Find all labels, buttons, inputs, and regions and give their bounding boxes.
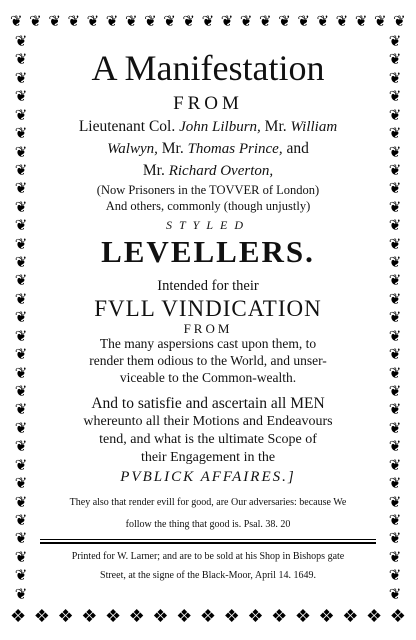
fleuron-ornament-icon: ❦ (239, 11, 253, 30)
intended-line: Intended for their (157, 278, 259, 294)
fleuron-ornament-icon: ❦ (388, 529, 402, 548)
fleuron-ornament-icon: ❦ (14, 179, 28, 198)
fleuron-ornament-icon: ❖ (247, 606, 264, 627)
ornamental-border-left (10, 34, 32, 602)
main-title: A Manifestation (91, 48, 325, 88)
prisoners-line: (Now Prisoners in the TOVVER of London) (96, 183, 320, 197)
from-subheading: FROM (183, 321, 233, 336)
divider-rule-thick (40, 542, 376, 544)
vindication-heading: FVLL VINDICATION (94, 296, 322, 321)
fleuron-ornament-icon: ❦ (182, 11, 195, 30)
levellers-heading: LEVELLERS. (101, 234, 315, 269)
fleuron-ornament-icon: ❦ (201, 11, 215, 30)
from-heading: FROM (173, 93, 243, 114)
fleuron-ornament-icon: ❖ (223, 606, 240, 627)
motto-line-1: They also that render evill for good, are Our adversaries: because We (69, 497, 347, 508)
fleuron-ornament-icon: ❦ (373, 11, 387, 30)
fleuron-ornament-icon: ❖ (33, 606, 50, 627)
aspersions-line-3: viceable to the Common-wealth. (119, 370, 297, 385)
fleuron-ornament-icon: ❦ (105, 11, 119, 30)
fleuron-ornament-icon: ❦ (388, 382, 402, 401)
fleuron-ornament-icon: ❦ (14, 529, 28, 548)
fleuron-ornament-icon: ❦ (388, 326, 402, 345)
divider-rule (40, 539, 376, 540)
fleuron-ornament-icon: ❦ (14, 34, 28, 50)
fleuron-ornament-icon: ❦ (14, 584, 28, 602)
ornamental-border-right (384, 34, 406, 602)
fleuron-ornament-icon: ❦ (14, 382, 28, 401)
fleuron-ornament-icon: ❦ (14, 437, 28, 456)
others-line: And others, commonly (though unjustly) (105, 199, 311, 213)
fleuron-ornament-icon: ❦ (335, 11, 349, 30)
fleuron-ornament-icon: ❦ (14, 418, 28, 437)
satisfie-line-2: whereunto all their Motions and Endeavours (83, 414, 333, 429)
fleuron-ornament-icon: ❖ (104, 606, 122, 627)
fleuron-ornament-icon: ❦ (14, 124, 28, 143)
fleuron-ornament-icon: ❦ (14, 142, 28, 161)
fleuron-ornament-icon: ❦ (388, 363, 402, 382)
fleuron-ornament-icon: ❦ (388, 345, 402, 364)
fleuron-ornament-icon: ❦ (14, 547, 28, 566)
fleuron-ornament-icon: ❦ (29, 11, 42, 30)
motto-line-2: follow the thing that good is. Psal. 38. 20 (125, 519, 291, 530)
satisfie-line-1: And to satisfie and ascertain all MEN (91, 395, 325, 412)
fleuron-ornament-icon: ❦ (14, 566, 28, 585)
imprint-line-2: Street, at the signe of the Black-Moor, April 14. 1649. (100, 570, 316, 581)
fleuron-ornament-icon: ❦ (388, 566, 402, 585)
fleuron-ornament-icon: ❦ (48, 11, 61, 30)
fleuron-ornament-icon: ❖ (318, 606, 335, 627)
fleuron-ornament-icon: ❦ (14, 455, 28, 474)
fleuron-ornament-icon: ❦ (86, 11, 100, 30)
fleuron-ornament-icon: ❦ (388, 124, 402, 143)
aspersions-line-1: The many aspersions cast upon them, to (99, 336, 317, 351)
fleuron-ornament-icon: ❦ (388, 308, 402, 327)
fleuron-ornament-icon: ❦ (259, 11, 272, 30)
fleuron-ornament-icon: ❖ (152, 606, 169, 627)
fleuron-ornament-icon: ❦ (297, 11, 310, 30)
fleuron-ornament-icon: ❦ (388, 289, 402, 308)
fleuron-ornament-icon: ❦ (354, 11, 368, 30)
fleuron-ornament-icon: ❦ (14, 216, 28, 235)
fleuron-ornament-icon: ❦ (388, 253, 402, 272)
satisfie-line-4: their Engagement in the (140, 450, 276, 465)
fleuron-ornament-icon: ❦ (14, 289, 28, 308)
fleuron-ornament-icon: ❖ (294, 606, 311, 627)
title-page-text (40, 40, 376, 600)
fleuron-ornament-icon: ❦ (14, 308, 28, 327)
fleuron-ornament-icon: ❦ (14, 492, 28, 511)
fleuron-ornament-icon: ❦ (14, 253, 28, 272)
names-line-2: Walwyn, Mr. Thomas Prince, and (107, 140, 309, 157)
fleuron-ornament-icon: ❦ (388, 455, 402, 474)
fleuron-ornament-icon: ❦ (388, 216, 402, 235)
fleuron-ornament-icon: ❦ (14, 474, 28, 493)
fleuron-ornament-icon: ❦ (14, 160, 28, 179)
fleuron-ornament-icon: ❦ (388, 584, 402, 602)
ornamental-border-bottom (10, 604, 406, 630)
fleuron-ornament-icon: ❦ (388, 179, 402, 198)
fleuron-ornament-icon: ❦ (388, 68, 402, 87)
fleuron-ornament-icon: ❦ (14, 271, 28, 290)
imprint-line-1: Printed for W. Larner; and are to be sold at his Shop in Bishops gate (71, 551, 345, 562)
fleuron-ornament-icon: ❦ (388, 34, 402, 50)
fleuron-ornament-icon: ❖ (81, 606, 98, 627)
fleuron-ornament-icon: ❦ (278, 11, 291, 30)
publick-affaires-line: PVBLICK AFFAIRES.] (120, 469, 296, 485)
fleuron-ornament-icon: ❦ (14, 50, 28, 69)
fleuron-ornament-icon: ❦ (388, 547, 402, 566)
fleuron-ornament-icon: ❦ (220, 11, 234, 30)
fleuron-ornament-icon: ❖ (176, 606, 193, 627)
ornamental-border-top (10, 10, 406, 32)
fleuron-ornament-icon: ❖ (57, 606, 74, 627)
aspersions-line-2: render them odious to the World, and unser- (89, 353, 327, 368)
fleuron-ornament-icon: ❖ (199, 606, 217, 627)
fleuron-ornament-icon: ❦ (388, 474, 402, 493)
styled-line: STYLED (165, 218, 251, 232)
fleuron-ornament-icon: ❦ (14, 234, 28, 253)
fleuron-ornament-icon: ❦ (388, 197, 402, 216)
fleuron-ornament-icon: ❦ (144, 11, 157, 30)
fleuron-ornament-icon: ❦ (388, 105, 402, 124)
fleuron-ornament-icon: ❦ (388, 400, 402, 419)
satisfie-line-3: tend, and what is the ultimate Scope of (99, 432, 317, 447)
fleuron-ornament-icon: ❦ (388, 50, 402, 69)
fleuron-ornament-icon: ❦ (14, 326, 28, 345)
fleuron-ornament-icon: ❦ (163, 11, 176, 30)
fleuron-ornament-icon: ❦ (14, 105, 28, 124)
fleuron-ornament-icon: ❦ (388, 418, 402, 437)
fleuron-ornament-icon: ❖ (366, 606, 383, 627)
fleuron-ornament-icon: ❦ (10, 11, 23, 30)
fleuron-ornament-icon: ❦ (388, 510, 402, 529)
fleuron-ornament-icon: ❦ (14, 345, 28, 364)
fleuron-ornament-icon: ❦ (388, 87, 402, 106)
fleuron-ornament-icon: ❦ (388, 437, 402, 456)
fleuron-ornament-icon: ❦ (14, 400, 28, 419)
fleuron-ornament-icon: ❦ (67, 11, 81, 30)
names-line-1: Lieutenant Col. John Lilburn, Mr. William (78, 118, 338, 135)
fleuron-ornament-icon: ❦ (316, 11, 330, 30)
fleuron-ornament-icon: ❦ (14, 68, 28, 87)
fleuron-ornament-icon: ❦ (388, 234, 402, 253)
fleuron-ornament-icon: ❖ (342, 606, 359, 627)
fleuron-ornament-icon: ❦ (14, 87, 28, 106)
fleuron-ornament-icon: ❦ (393, 11, 406, 30)
fleuron-ornament-icon: ❦ (14, 363, 28, 382)
fleuron-ornament-icon: ❦ (388, 271, 402, 290)
fleuron-ornament-icon: ❦ (388, 492, 402, 511)
fleuron-ornament-icon: ❦ (388, 160, 402, 179)
fleuron-ornament-icon: ❦ (14, 510, 28, 529)
fleuron-ornament-icon: ❦ (388, 142, 402, 161)
fleuron-ornament-icon: ❖ (128, 606, 145, 627)
fleuron-ornament-icon: ❖ (271, 606, 288, 627)
fleuron-ornament-icon: ❖ (389, 606, 406, 627)
fleuron-ornament-icon: ❦ (124, 11, 138, 30)
fleuron-ornament-icon: ❦ (14, 197, 28, 216)
fleuron-ornament-icon: ❖ (10, 606, 27, 627)
names-line-3: Mr. Richard Overton, (142, 162, 274, 179)
